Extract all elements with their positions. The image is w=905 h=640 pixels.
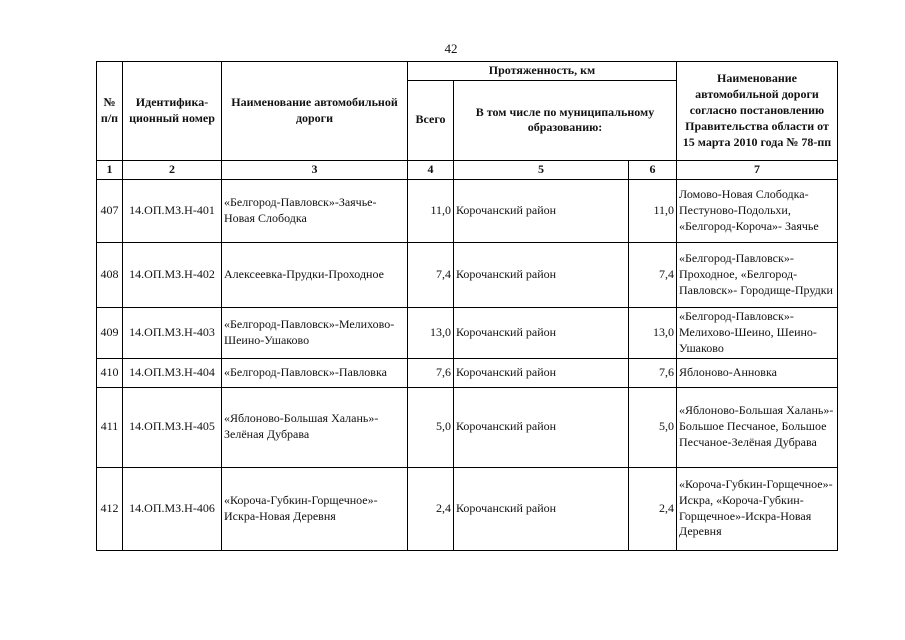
column-number: 2	[123, 160, 222, 179]
row-district: Корочанский район	[454, 358, 629, 387]
header-num: № п/п	[97, 62, 123, 161]
column-number: 5	[454, 160, 629, 179]
row-road-name: «Белгород-Павловск»-Павловка	[222, 358, 408, 387]
column-number: 1	[97, 160, 123, 179]
row-total: 7,4	[408, 242, 454, 307]
page-number: 42	[444, 41, 458, 56]
header-row	[97, 62, 838, 81]
row-district-length: 7,6	[629, 358, 677, 387]
row-total: 7,6	[408, 358, 454, 387]
column-number: 6	[629, 160, 677, 179]
row-district-length: 7,4	[629, 242, 677, 307]
row-total: 13,0	[408, 307, 454, 358]
header-id: Идентифика-ционный номер	[123, 62, 222, 161]
row-num: 411	[97, 387, 123, 467]
row-district-length: 2,4	[629, 467, 677, 550]
column-number: 3	[222, 160, 408, 179]
table-row	[97, 242, 838, 307]
row-id: 14.ОП.МЗ.Н-403	[123, 307, 222, 358]
table-row	[97, 307, 838, 358]
row-road-name: «Белгород-Павловск»-Мелихово-Шеино-Ушаково	[222, 307, 408, 358]
header-total: Всего	[408, 80, 454, 160]
row-num: 412	[97, 467, 123, 550]
row-resolution-name: Ломово-Новая Слободка-Пестуново-Подольхи, «Белгород-Короча»- Заячье	[677, 179, 838, 242]
row-total: 11,0	[408, 179, 454, 242]
row-resolution-name: «Яблоново-Большая Халань»-Большое Песчаное, Большое Песчаное-Зелёная Дубрава	[677, 387, 838, 467]
row-num: 410	[97, 358, 123, 387]
table-row	[97, 467, 838, 550]
row-district: Корочанский район	[454, 467, 629, 550]
row-resolution-name: «Белгород-Павловск»-Мелихово-Шеино, Шеино-Ушаково	[677, 307, 838, 358]
column-number: 7	[677, 160, 838, 179]
row-resolution-name: «Короча-Губкин-Горщечное»-Искра, «Короча-Губкин-Горщечное»-Искра-Новая Деревня	[677, 467, 838, 550]
row-district: Корочанский район	[454, 179, 629, 242]
row-resolution-name: Яблоново-Анновка	[677, 358, 838, 387]
header-name: Наименование автомобильной дороги	[222, 62, 408, 161]
row-district-length: 5,0	[629, 387, 677, 467]
row-district-length: 13,0	[629, 307, 677, 358]
row-road-name: Алексеевка-Прудки-Проходное	[222, 242, 408, 307]
column-number: 4	[408, 160, 454, 179]
row-road-name: «Яблоново-Большая Халань»-Зелёная Дубрава	[222, 387, 408, 467]
column-number-row	[97, 160, 838, 179]
row-num: 408	[97, 242, 123, 307]
row-num: 407	[97, 179, 123, 242]
row-id: 14.ОП.МЗ.Н-404	[123, 358, 222, 387]
row-id: 14.ОП.МЗ.Н-406	[123, 467, 222, 550]
header-length-group: Протяженность, км	[408, 62, 677, 81]
row-district: Корочанский район	[454, 387, 629, 467]
row-resolution-name: «Белгород-Павловск»-Проходное, «Белгород-Павловск»- Городище-Прудки	[677, 242, 838, 307]
row-district-length: 11,0	[629, 179, 677, 242]
roads-table	[96, 61, 838, 551]
table-row	[97, 179, 838, 242]
header-municipal: В том числе по муниципальному образованию:	[454, 80, 677, 160]
row-road-name: «Короча-Губкин-Горщечное»-Искра-Новая Деревня	[222, 467, 408, 550]
header-resolution: Наименование автомобильной дороги согласно постановлению Правительства области от 15 марта 2010 года № 78-пп	[677, 62, 838, 161]
row-road-name: «Белгород-Павловск»-Заячье-Новая Слободка	[222, 179, 408, 242]
row-district: Корочанский район	[454, 307, 629, 358]
row-id: 14.ОП.МЗ.Н-401	[123, 179, 222, 242]
row-total: 5,0	[408, 387, 454, 467]
row-id: 14.ОП.МЗ.Н-402	[123, 242, 222, 307]
row-id: 14.ОП.МЗ.Н-405	[123, 387, 222, 467]
table-row	[97, 358, 838, 387]
row-district: Корочанский район	[454, 242, 629, 307]
row-total: 2,4	[408, 467, 454, 550]
row-num: 409	[97, 307, 123, 358]
table-row	[97, 387, 838, 467]
